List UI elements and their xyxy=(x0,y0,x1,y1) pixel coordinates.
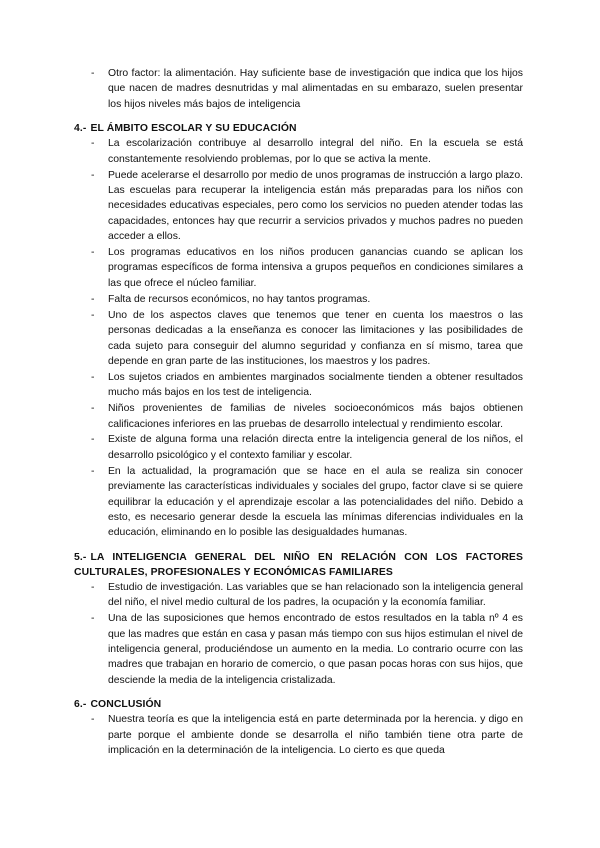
section-title: CONCLUSIÓN xyxy=(90,699,162,711)
section-number: 4.- xyxy=(74,123,87,135)
section-heading xyxy=(74,550,523,580)
list-item: - Falta de recursos económicos, no hay tantos programas. xyxy=(88,292,523,307)
section-4 xyxy=(74,121,523,541)
section-heading xyxy=(74,697,523,712)
list-item: - Niños provenientes de familias de niveles socioeconómicos más bajos obtienen calificaciones inferiores en las pruebas de desarrollo intelectual y rendimiento escolar. xyxy=(88,401,523,432)
section-6 xyxy=(74,697,523,758)
list-item: - Uno de los aspectos claves que tenemos que tener en cuenta los maestros o las personas dedicadas a la enseñanza es conocer las limitaciones y las posibilidades de cada sujeto para conseguir del alumno seguridad y confianza en sí mismo, tarea que depende en gran parte de las instituciones, los maestros y los padres. xyxy=(88,308,523,370)
list-item: - Puede acelerarse el desarrollo por medio de unos programas de instrucción a largo plazo. Las escuelas para recuperar la inteligencia están más preparadas para los niños con necesidades educativas especiales, pero como los servicios no pueden atender todas las capacidades, entonces hay que recurrir a servicios privados y muchos padres no pueden acceder a ellos. xyxy=(88,168,523,245)
section-list xyxy=(88,136,523,541)
section-title: EL ÁMBITO ESCOLAR Y SU EDUCACIÓN xyxy=(90,123,297,135)
list-item: - Los sujetos criados en ambientes marginados socialmente tienden a obtener resultados mucho más bajos en los test de inteligencia. xyxy=(88,370,523,401)
list-item: - La escolarización contribuye al desarrollo integral del niño. En la escuela se está constantemente resolviendo problemas, por lo que se activa la mente. xyxy=(88,136,523,167)
list-item: - Estudio de investigación. Las variables que se han relacionado son la inteligencia general del niño, el nivel medio cultural de los padres, la ocupación y la economía familiar. xyxy=(88,580,523,611)
list-item: - Existe de alguna forma una relación directa entre la inteligencia general de los niños, el desarrollo psicológico y el contexto familiar y escolar. xyxy=(88,432,523,463)
list-item: - En la actualidad, la programación que se hace en el aula se realiza sin conocer previamente las características individuales y sociales del grupo, factor clave si se quiere equilibrar la educación y el aprendizaje escolar a las potencialidades del niño. Debido a esto, es necesario generar desde la escuela las mínimas diferencias individuales en la educación, eliminando en lo posible las desigualdades humanas. xyxy=(88,464,523,541)
section-title: LA INTELIGENCIA GENERAL DEL NIÑO EN RELACIÓN CON LOS FACTORES CULTURALES, PROFESIONALES Y ECONÓMICAS FAMILIARES xyxy=(74,551,523,578)
section-list xyxy=(88,580,523,688)
section-heading xyxy=(74,121,523,136)
section-number: 5.- xyxy=(74,551,87,563)
intro-item: - Otro factor: la alimentación. Hay suficiente base de investigación que indica que los hijos que nacen de madres desnutridas y mal alimentadas en su embarazo, suelen presentar los hijos niveles más bajos de inteligencia xyxy=(88,66,523,112)
section-list xyxy=(88,712,523,758)
list-item: - Los programas educativos en los niños producen ganancias cuando se aplican los programas específicos de forma intensiva a grupos pequeños en condiciones similares a las que ofrece el núcleo familiar. xyxy=(88,245,523,291)
intro-list xyxy=(88,66,523,112)
section-5 xyxy=(74,550,523,688)
section-number: 6.- xyxy=(74,699,87,711)
list-item: - Una de las suposiciones que hemos encontrado de estos resultados en la tabla nº 4 es que las madres que están en casa y pasan más tiempo con sus hijos estimulan el nivel de inteligencia general, produciéndose un aumento en la media. Lo contrario ocurre con las madres que trabajan en horario de comercio, o que pasan pocas horas con sus hijos, que desciende la media de la inteligencia cristalizada. xyxy=(88,611,523,688)
list-item: - Nuestra teoría es que la inteligencia está en parte determinada por la herencia. y digo en parte porque el ambiente donde se desarrolla el niño también tiene otra parte de implicación en la determinación de la inteligencia. Lo cierto es que queda xyxy=(88,712,523,758)
